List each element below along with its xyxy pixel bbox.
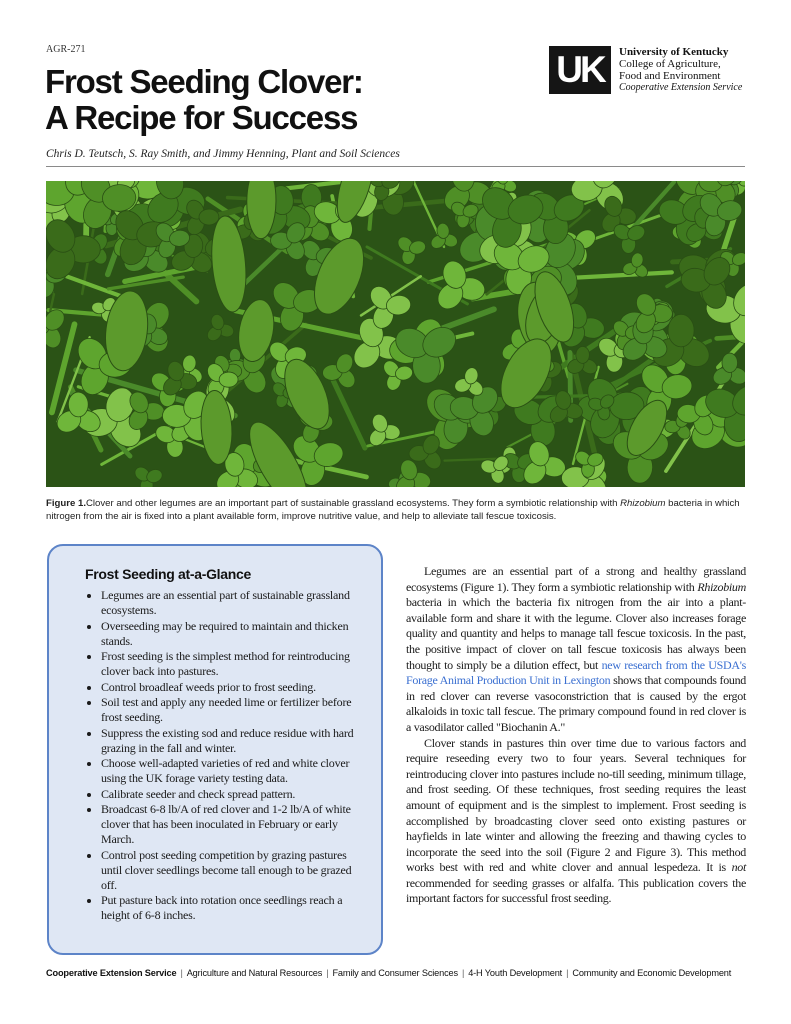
uk-logo [549, 46, 742, 94]
glance-item: • Overseeding may be required to maintain and thicken stands. [101, 619, 361, 649]
footer-separator: | [461, 968, 465, 978]
footer-item: Agriculture and Natural Resources [186, 968, 323, 978]
body-text: Clover stands in pastures thin over time due to various factors and require reseeding every two to four years. Several techniques for reintroducing clover into pastures include no-till seeding, minimum tillage, and frost seeding. Of these techniques, frost seeding requires the least amount of equipment and is the simplest to implement. Frost seeding is accomplished by broadcasting clover seed onto existing pastures or hayfields in late winter and allowing the freezing and thawing cycles to incorporate the seed into the soil (Figure 2 and Figure 3). This method works best with red and white clover and annual lespedeza. It is [406, 735, 746, 875]
usda-research-link[interactable]: new research from the USDA's Forage Animal Production Unit in Lexington [406, 657, 746, 688]
body-italic: Rhizobium [697, 579, 746, 594]
footer-program-areas [46, 968, 746, 978]
caption-text-1: Clover and other legumes are an important part of sustainable grassland ecosystems. They form a symbiotic relationship with [85, 498, 621, 509]
college-line-2: Food and Environment [619, 70, 721, 82]
footer-separator: | [326, 968, 329, 978]
college-line-1: College of Agriculture, [619, 58, 721, 70]
glance-item: • Put pasture back into rotation once seedlings reach a height of 6-8 inches. [101, 893, 361, 923]
footer-separator: | [566, 968, 569, 978]
clover-photo-illustration [46, 181, 745, 487]
figure-caption [46, 497, 746, 523]
glance-item: • Control post seeding competition by grazing pastures until clover seedlings become tall enough to be grazed off. [101, 848, 361, 893]
glance-item: • Legumes are an essential part of sustainable grassland ecosystems. [101, 588, 361, 618]
footer-item: Family and Consumer Sciences [332, 968, 458, 978]
glance-item: • Calibrate seeder and check spread pattern. [101, 787, 361, 802]
footer-service: Cooperative Extension Service [46, 968, 177, 978]
clover-field-photo [46, 181, 745, 487]
uk-logo-text [619, 46, 742, 94]
body-paragraph-2 [406, 736, 746, 908]
uk-logo-mark: UK [549, 46, 611, 94]
caption-text-2: bacteria in which nitrogen from the air is fixed into a plant available form, improve nutritive value, and help to alleviate tall fescue toxicosis. [46, 498, 740, 522]
figure-label: Figure 1. [46, 498, 86, 509]
glance-item: • Frost seeding is the simplest method for reintroducing clover back into pastures. [101, 649, 361, 679]
university-name: University of Kentucky [619, 46, 729, 58]
footer-separator: | [180, 968, 183, 978]
page-title [45, 64, 363, 136]
body-text: recommended for seeding grasses or alfalfa. This publication covers the important factors for successful frost seeding. [406, 875, 746, 906]
body-column [406, 564, 746, 907]
at-a-glance-list [85, 588, 361, 923]
glance-item: • Choose well-adapted varieties of red and white clover using the UK forage variety testing data. [101, 756, 361, 786]
glance-item: • Control broadleaf weeds prior to frost seeding. [101, 680, 361, 695]
footer-item: 4-H Youth Development [468, 968, 563, 978]
glance-item: • Suppress the existing sod and reduce residue with hard grazing in the fall and winter. [101, 726, 361, 756]
title-line-1: Frost Seeding Clover: [45, 63, 363, 100]
body-text: bacteria in which the bacteria fix nitrogen from the air into a plant-available form and share it with the legume. Clover also increases forage quality and quantity and helps to manage tall fescue toxicosis. In the past, the positive impact of clover on tall fescue toxicosis has always been thought to simply be a dilution effect, but [406, 595, 746, 672]
glance-item: • Broadcast 6-8 lb/A of red clover and 1-2 lb/A of white clover that has been inoculated in February or early March. [101, 802, 361, 847]
header-divider [46, 166, 745, 167]
body-italic: not [731, 860, 746, 875]
body-text: Legumes are an essential part of a strong and healthy grassland ecosystems (Figure 1). They form a symbiotic relationship with [406, 564, 746, 594]
publication-number: AGR-271 [46, 44, 86, 55]
body-paragraph-1 [406, 564, 746, 736]
extension-service: Cooperative Extension Service [619, 82, 743, 93]
title-line-2: A Recipe for Success [45, 99, 358, 136]
at-a-glance-box [47, 544, 383, 955]
glance-item: • Soil test and apply any needed lime or fertilizer before frost seeding. [101, 695, 361, 725]
authors-line: Chris D. Teutsch, S. Ray Smith, and Jimmy Henning, Plant and Soil Sciences [46, 148, 400, 160]
body-text: shows that compounds found in red clover can reverse vasoconstriction that is caused by the ergot alkaloids in toxic tall fescue. The primary compound found in red clover is a vasodilator called "Biochanin A." [406, 673, 746, 734]
caption-italic: Rhizobium [620, 498, 666, 509]
at-a-glance-heading: Frost Seeding at-a-Glance [85, 566, 251, 582]
footer-item: Community and Economic Development [572, 968, 732, 978]
